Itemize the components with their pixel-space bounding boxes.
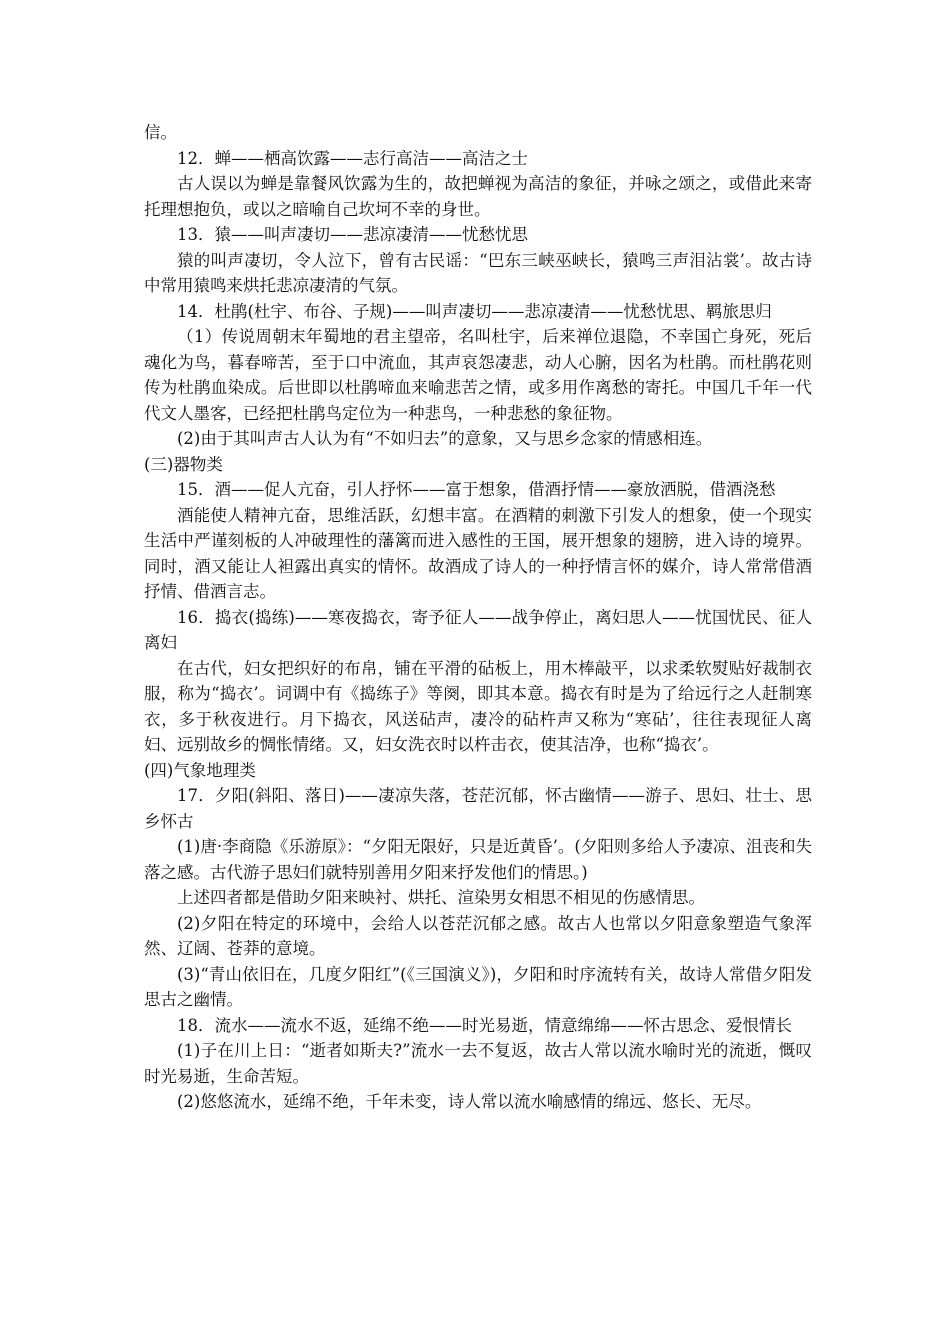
- paragraph-sunset-3: (3)“青山依旧在，几度夕阳红”(《三国演义》)，夕阳和时序流转有关，故诗人常借夕阳发思古之幽情。: [144, 964, 812, 1009]
- item-heading-wine: 15．酒——促人亢奋，引人抒怀——富于想象，借酒抒情——豪放洒脱，借酒浇愁: [177, 480, 776, 499]
- paragraph-cicada: 古人误以为蝉是靠餐风饮露为生的，故把蝉视为高洁的象征，并咏之颂之，或借此来寄托理想抱负，或以之暗喻自己坎坷不幸的身世。: [144, 174, 812, 219]
- paragraph-ape: 猿的叫声凄切，令人泣下，曾有古民谣：“巴东三峡巫峡长，猿鸣三声泪沾裳’。故古诗中常用猿鸣来烘托悲凉凄清的气氛。: [144, 250, 812, 295]
- paragraph-cuckoo-1: （1）传说周朝末年蜀地的君主望帝，名叫杜宇，后来禅位退隐，不幸国亡身死，死后魂化为鸟，暮春啼苦，至于口中流血，其声哀怨凄悲，动人心腑，因名为杜鹃。而杜鹃花则传为杜鹃血染成。后世即以杜鹃啼血来喻悲苦之情，或多用作离愁的寄托。中国几千年一代代文人墨客，已经把杜鹃鸟定位为一种悲鸟，一种悲愁的象征物。: [144, 327, 812, 423]
- item-heading-cuckoo: 14．杜鹃(杜宇、布谷、子规)——叫声凄切——悲凉凄清——忧愁忧思、羁旅思归: [177, 301, 772, 321]
- paragraph-continuation: 信。: [144, 123, 177, 142]
- paragraph-pounding-clothes: 在古代，妇女把织好的布帛，铺在平滑的砧板上，用木棒敲平，以求柔软熨贴好裁制衣服，称为“捣衣’。词调中有《捣练子》等阕，即其本意。捣衣有时是为了给远行之人赶制寒衣，多于秋夜进行。月下捣衣，风送砧声，凄冷的砧杵声又称为“寒砧’，往往表现征人离妇、远别故乡的惆怅情绪。又，妇女洗衣时以杵击衣，使其洁净，也称“捣衣’。: [144, 658, 812, 754]
- paragraph-flowing-water-2: (2)悠悠流水，延绵不绝，千年未变，诗人常以流水喻感情的绵远、悠长、无尽。: [177, 1092, 762, 1111]
- section-heading-objects: (三)器物类: [144, 454, 223, 474]
- paragraph-sunset-2: (2)夕阳在特定的环境中，会给人以苍茫沉郁之感。故古人也常以夕阳意象塑造气象浑然、辽阔、苍莽的意境。: [144, 913, 812, 958]
- item-heading-pounding-clothes: 16．捣衣(捣练)——寒夜捣衣，寄予征人——战争停止，离妇思人——忧国忧民、征人离妇: [144, 607, 812, 652]
- paragraph-cuckoo-2: (2)由于其叫声古人认为有“不如归去”的意象，又与思乡念家的情感相连。: [177, 429, 713, 448]
- item-heading-cicada: 12．蝉——栖高饮露——志行高洁——高洁之士: [177, 148, 528, 168]
- paragraph-sunset-summary: 上述四者都是借助夕阳来映衬、烘托、渲染男女相思不相见的伤感情思。: [177, 888, 705, 907]
- paragraph-sunset-1: (1)唐·李商隐《乐游原》：“夕阳无限好，只是近黄昏’。(夕阳则多给人予凄凉、沮丧和失落之感。古代游子思妇们就特别善用夕阳来抒发他们的情思。): [144, 837, 812, 882]
- paragraph-flowing-water-1: (1)子在川上日：“逝者如斯夫?”流水一去不复返，故古人常以流水喻时光的流逝，慨叹时光易逝，生命苦短。: [144, 1041, 812, 1086]
- item-heading-sunset: 17．夕阳(斜阳、落日)——凄凉失落，苍茫沉郁，怀古幽情——游子、思妇、壮士、思乡怀古: [144, 786, 812, 831]
- paragraph-wine: 酒能使人精神亢奋，思维活跃，幻想丰富。在酒精的刺激下引发人的想象，使一个现实生活中严谨刻板的人冲破理性的藩篱而进入感性的王国，展开想象的翅膀，进入诗的境界。同时，酒又能让人袒露出真实的情怀。故酒成了诗人的一种抒情言怀的媒介，诗人常常借酒抒情、借酒言志。: [144, 505, 812, 601]
- section-heading-weather-geography: (四)气象地理类: [144, 760, 256, 780]
- item-heading-flowing-water: 18．流水——流水不返，延绵不绝——时光易逝，情意绵绵——怀古思念、爱恨情长: [177, 1015, 792, 1035]
- item-heading-ape: 13．猿——叫声凄切——悲凉凄清——忧愁忧思: [177, 225, 528, 244]
- document-page: [144, 120, 812, 1115]
